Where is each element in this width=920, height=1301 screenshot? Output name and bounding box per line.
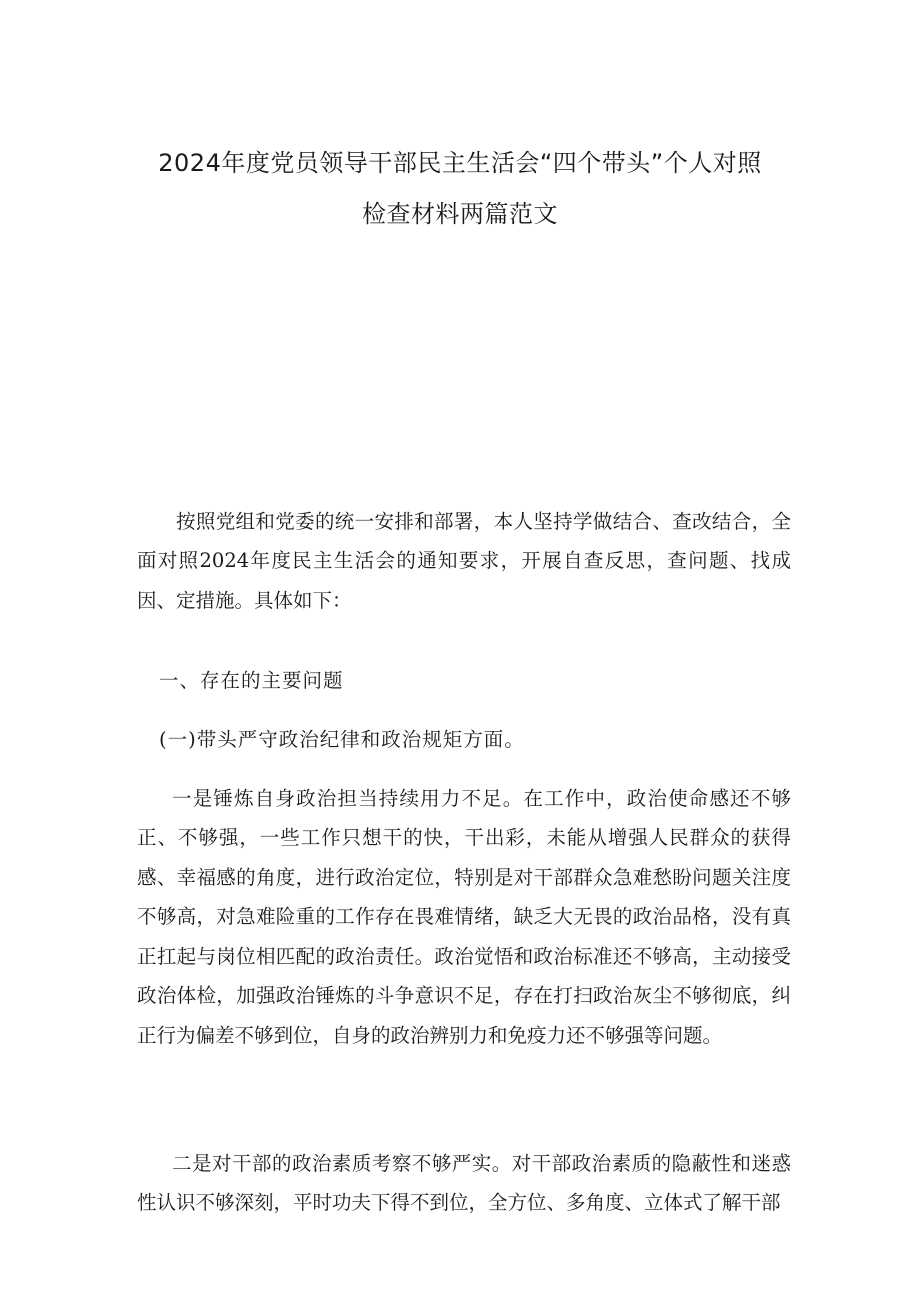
paragraph-point-one: 一是锤炼自身政治担当持续用力不足。在工作中，政治使命感还不够正、不够强，一些工作只想干的快，干出彩，未能从增强人民群众的获得感、幸福感的角度，进行政治定位，特别是对干部群众急难愁盼问题关注度不够高，对急难险重的工作存在畏难情绪，缺乏大无畏的政治品格，没有真正扛起与岗位相匹配的政治责任。政治觉悟和政治标准还不够高，主动接受政治体检，加强政治锤炼的斗争意识不足，存在打扫政治灰尘不够彻底，纠正行为偏差不够到位，自身的政治辨别力和免疫力还不够强等问题。 — [137, 786, 791, 1048]
subsection-heading: (一)带头严守政治纪律和政治规矩方面。 — [159, 727, 525, 751]
paragraph-point-two: 二是对干部的政治素质考察不够严实。对干部政治素质的隐蔽性和迷惑性认识不够深刻，平时功夫下得不到位，全方位、多角度、立体式了解干部 — [137, 1151, 791, 1215]
document-title-line-1: 2024年度党员领导干部民主生活会“四个带头”个人对照 — [158, 149, 762, 177]
document-title-line-2: 检查材料两篇范文 — [362, 200, 558, 228]
section-heading: 一、存在的主要问题 — [159, 668, 344, 692]
intro-paragraph: 按照党组和党委的统一安排和部署，本人坚持学做结合、查改结合，全面对照2024年度民主生活会的通知要求，开展自查反思，查问题、找成因、定措施。具体如下： — [137, 509, 791, 612]
